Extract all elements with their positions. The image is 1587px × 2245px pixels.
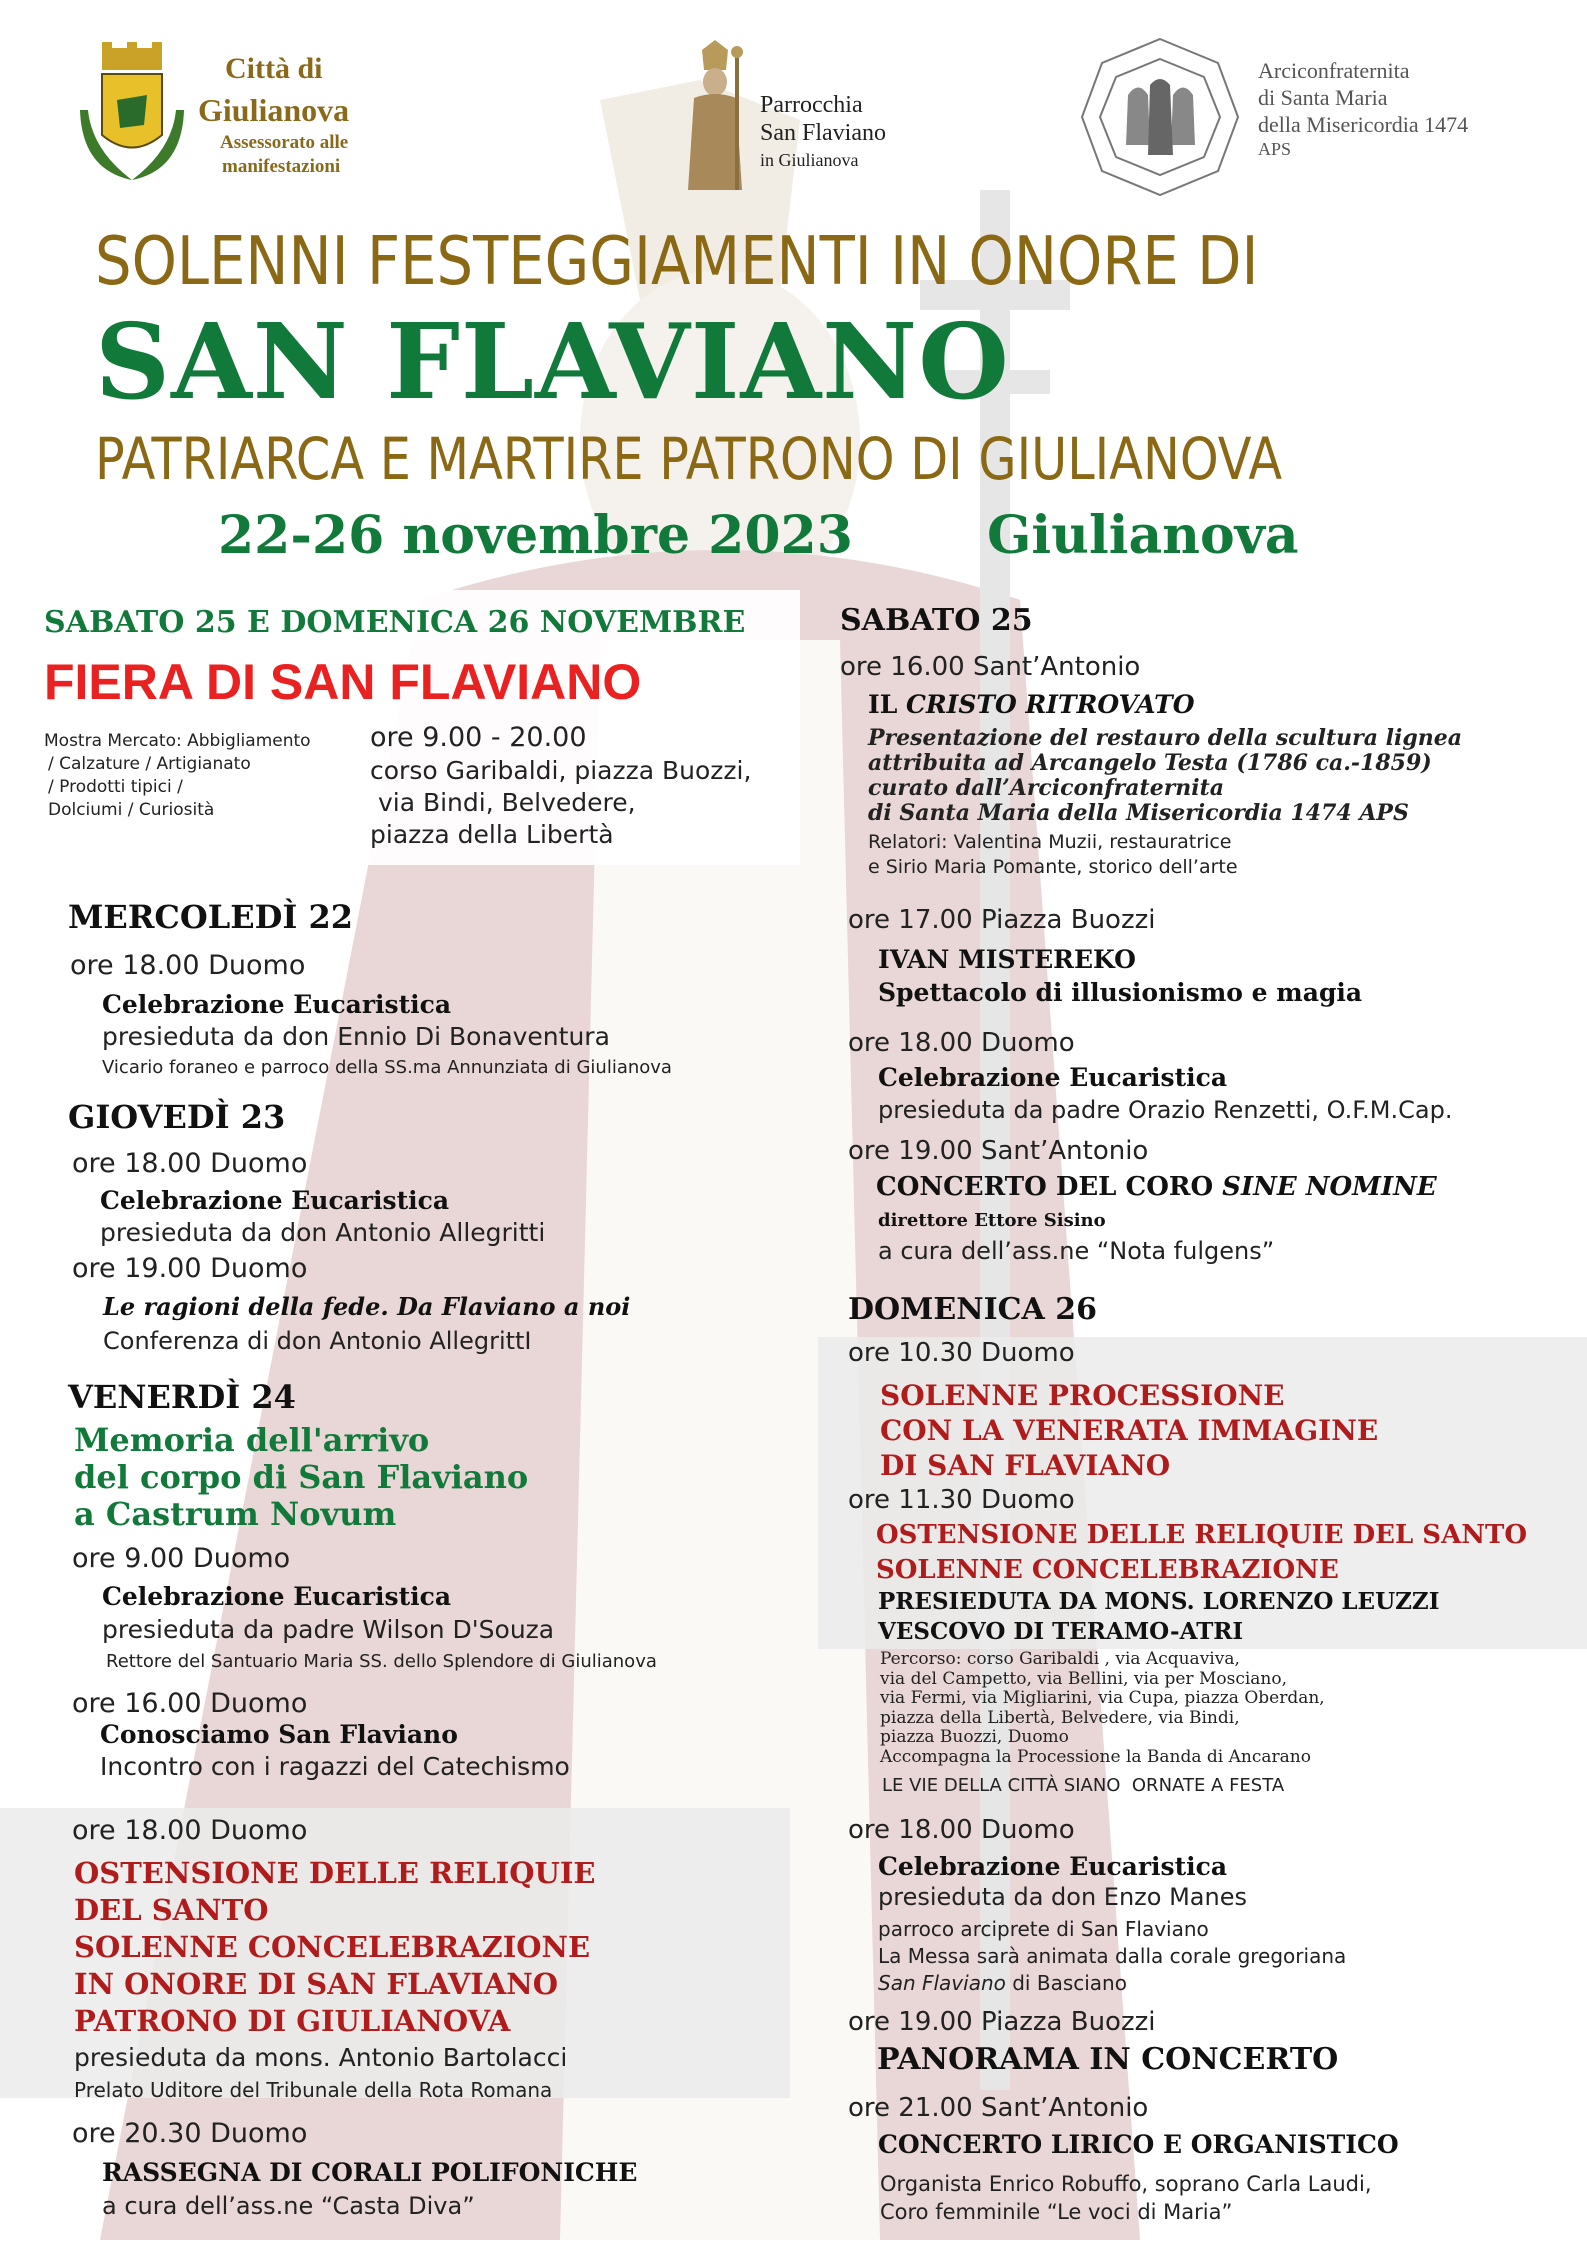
choir-name: San Flaviano: [878, 1971, 1006, 1995]
ostensione-line: IN ONORE DI SAN FLAVIANO: [74, 1967, 559, 2001]
festival-place: Giulianova: [987, 505, 1299, 566]
confraternity-line4: APS: [1258, 139, 1292, 159]
parish-line2: San Flaviano: [760, 120, 886, 146]
city-name-line2: Giulianova: [198, 92, 350, 128]
processione-line: SOLENNE PROCESSIONE: [880, 1379, 1285, 1412]
event-note: Rettore del Santuario Maria SS. dello Splendore di Giulianova: [106, 1651, 657, 1672]
event-time: ore 21.00 Sant’Antonio: [848, 2093, 1149, 2123]
restauro-line: Presentazione del restauro della scultura lignea: [868, 725, 1462, 751]
city-name-line1: Città di: [225, 52, 323, 85]
event-title: Celebrazione Eucaristica: [100, 1186, 450, 1215]
event-time: ore 18.00 Duomo: [848, 1028, 1075, 1058]
title-subtitle: PATRIARCA E MARTIRE PATRONO DI GIULIANOVA: [95, 425, 1283, 493]
parish-logo: [680, 40, 750, 195]
fiera-mostra-line: / Calzature / Artigianato: [48, 754, 251, 774]
memoria-line: a Castrum Novum: [74, 1495, 397, 1533]
event-desc: Incontro con i ragazzi del Catechismo: [100, 1752, 570, 1781]
event-title: Le ragioni della fede. Da Flaviano a noi: [103, 1292, 631, 1321]
percorso-line: Percorso: corso Garibaldi , via Acquaviva,: [880, 1649, 1240, 1669]
event-title-line: IVAN MISTEREKO: [878, 945, 1136, 974]
presider: [878, 1587, 1439, 1647]
confraternity-seal: [1078, 35, 1243, 200]
festival-dates: 22-26 novembre 2023: [218, 505, 853, 566]
percorso-line: piazza Buozzi, Duomo: [880, 1727, 1069, 1747]
event-time: ore 20.30 Duomo: [72, 2118, 308, 2149]
ostensione-domenica-title: [876, 1518, 1527, 1588]
event-desc: a cura dell’ass.ne “Casta Diva”: [102, 2192, 475, 2220]
fiera-heading: SABATO 25 E DOMENICA 26 NOVEMBRE: [44, 605, 746, 640]
event-desc: presieduta da padre Wilson D'Souza: [102, 1615, 555, 1644]
city-office-line2: manifestazioni: [222, 156, 341, 177]
event-desc: presieduta da don Ennio Di Bonaventura: [102, 1022, 610, 1051]
processione-line: CON LA VENERATA IMMAGINE: [880, 1414, 1379, 1447]
ostensione-line: DEL SANTO: [74, 1893, 269, 1927]
event-title-part: CONCERTO DEL CORO: [876, 1172, 1223, 1202]
ostensione-line: OSTENSIONE DELLE RELIQUIE DEL SANTO: [876, 1520, 1528, 1550]
event-title: RASSEGNA DI CORALI POLIFONICHE: [102, 2158, 638, 2187]
event-time: ore 16.00 Sant’Antonio: [840, 652, 1141, 682]
event-desc-line: Organista Enrico Robuffo, soprano Carla Laudi,: [880, 2172, 1372, 2196]
fiera-mostra-line: / Prodotti tipici /: [48, 777, 183, 797]
restauro-desc: [868, 726, 1462, 826]
event-time: ore 11.30 Duomo: [848, 1485, 1075, 1515]
fiera-hours: ore 9.00 - 20.00: [370, 722, 587, 753]
event-title: CONCERTO LIRICO E ORGANISTICO: [878, 2130, 1399, 2159]
choir-place: di Basciano: [1005, 1971, 1127, 1995]
event-title-line: Spettacolo di illusionismo e magia: [878, 978, 1363, 1007]
saint-statue-icon: [680, 40, 750, 195]
ostensione-line: PATRONO DI GIULIANOVA: [74, 2004, 511, 2038]
parish-line3: in Giulianova: [760, 150, 859, 170]
confraternity-line2: di Santa Maria: [1258, 85, 1388, 110]
relatori-line: Relatori: Valentina Muzii, restauratrice: [868, 831, 1232, 853]
event-time: ore 19.00 Duomo: [72, 1253, 308, 1284]
confraternity-line3: della Misericordia 1474: [1258, 112, 1469, 137]
processione-line: DI SAN FLAVIANO: [880, 1449, 1171, 1482]
event-desc: Conferenza di don Antonio AllegrittI: [103, 1327, 532, 1355]
processione-title: [880, 1378, 1378, 1483]
city-logo: [72, 40, 192, 190]
event-title: Conosciamo San Flaviano: [100, 1720, 458, 1749]
page-title: SAN FLAVIANO: [95, 300, 1010, 423]
event-time: ore 18.00 Duomo: [72, 1815, 308, 1846]
restauro-line: curato dall’Arciconfraternita: [868, 775, 1225, 801]
event-title: [878, 943, 1362, 1009]
parish-line1: Parrocchia: [760, 92, 863, 118]
event-time: ore 18.00 Duomo: [70, 950, 306, 981]
fiera-mostra-line: Dolciumi / Curiosità: [48, 800, 215, 820]
event-time: ore 9.00 Duomo: [72, 1543, 291, 1574]
event-desc: a cura dell’ass.ne “Nota fulgens”: [878, 1237, 1275, 1265]
event-title: [868, 690, 1195, 719]
memoria-line: del corpo di San Flaviano: [74, 1458, 529, 1496]
percorso-line: via del Campetto, via Bellini, via per Mosciano,: [880, 1668, 1288, 1689]
percorso: [880, 1650, 1325, 1767]
percorso-line: Accompagna la Processione la Banda di Ancarano: [880, 1746, 1311, 1767]
event-title: Celebrazione Eucaristica: [102, 1582, 452, 1611]
event-director: direttore Ettore Sisino: [878, 1210, 1106, 1231]
confraternity-seal-icon: [1078, 35, 1243, 200]
festa-note: LE VIE DELLA CITTÀ SIANO ORNATE A FESTA: [882, 1775, 1285, 1796]
fiera-places: [370, 755, 751, 851]
event-title: [876, 1172, 1437, 1202]
fiera-title: FIERA DI SAN FLAVIANO: [44, 654, 642, 710]
day-heading-giovedi: GIOVEDÌ 23: [68, 1098, 286, 1136]
event-note-line: [878, 1970, 1346, 1997]
ostensione-line: SOLENNE CONCELEBRAZIONE: [876, 1555, 1339, 1585]
event-note-line: La Messa sarà animata dalla corale gregoriana: [878, 1944, 1347, 1968]
restauro-line: attribuita ad Arcangelo Testa (1786 ca.-1859): [868, 750, 1432, 776]
day-heading-sabato: SABATO 25: [840, 603, 1033, 638]
event-title: Celebrazione Eucaristica: [878, 1063, 1228, 1092]
event-desc: presieduta da mons. Antonio Bartolacci: [74, 2043, 568, 2072]
event-title-part: SINE NOMINE: [1222, 1172, 1437, 1202]
event-note: Prelato Uditore del Tribunale della Rota Romana: [74, 2078, 553, 2102]
ostensione-title: [74, 1855, 596, 2040]
event-desc: presieduta da don Antonio Allegritti: [100, 1218, 546, 1247]
day-heading-venerdi: VENERDÌ 24: [68, 1378, 296, 1416]
event-title: Celebrazione Eucaristica: [102, 990, 452, 1019]
event-title: PANORAMA IN CONCERTO: [877, 2042, 1339, 2077]
coat-of-arms-icon: [72, 40, 192, 190]
presider-line: PRESIEDUTA DA MONS. LORENZO LEUZZI: [878, 1588, 1440, 1615]
event-desc-line: Coro femminile “Le voci di Maria”: [880, 2200, 1233, 2224]
memoria-block: [74, 1422, 528, 1533]
presider-line: VESCOVO DI TERAMO-ATRI: [878, 1618, 1244, 1645]
event-title-part: IL: [868, 690, 906, 719]
day-heading-domenica: DOMENICA 26: [848, 1292, 1098, 1327]
event-time: ore 18.00 Duomo: [848, 1815, 1075, 1845]
confraternity-line1: Arciconfraternita: [1258, 58, 1410, 83]
ostensione-line: OSTENSIONE DELLE RELIQUIE: [74, 1856, 596, 1890]
fiera-place-line: via Bindi, Belvedere,: [370, 788, 636, 817]
event-note: Vicario foraneo e parroco della SS.ma Annunziata di Giulianova: [102, 1057, 672, 1078]
fiera-place-line: corso Garibaldi, piazza Buozzi,: [370, 756, 752, 785]
event-desc: presieduta da don Enzo Manes: [878, 1883, 1247, 1911]
city-office-line1: Assessorato alle: [220, 132, 349, 153]
memoria-line: Memoria dell'arrivo: [74, 1421, 430, 1459]
event-time: ore 17.00 Piazza Buozzi: [848, 905, 1156, 935]
relatori: [868, 830, 1238, 880]
day-heading-mercoledi: MERCOLEDÌ 22: [68, 898, 354, 936]
percorso-line: piazza della Libertà, Belvedere, via Bindi,: [880, 1707, 1240, 1728]
fiera-place-line: piazza della Libertà: [370, 820, 614, 849]
event-title: Celebrazione Eucaristica: [878, 1852, 1228, 1881]
relatori-line: e Sirio Maria Pomante, storico dell’arte: [868, 856, 1238, 878]
event-time: ore 19.00 Piazza Buozzi: [848, 2007, 1156, 2037]
ostensione-line: SOLENNE CONCELEBRAZIONE: [74, 1930, 591, 1964]
restauro-line: di Santa Maria della Misericordia 1474 APS: [868, 800, 1409, 826]
event-title-part: CRISTO RITROVATO: [905, 690, 1195, 719]
event-note: [878, 1916, 1346, 1997]
fiera-mostra-line: Mostra Mercato: Abbigliamento: [44, 731, 311, 751]
fiera-mostra: [44, 730, 311, 822]
event-note-line: parroco arciprete di San Flaviano: [878, 1917, 1209, 1941]
title-line1: SOLENNI FESTEGGIAMENTI IN ONORE DI: [95, 222, 1259, 300]
event-time: ore 10.30 Duomo: [848, 1338, 1075, 1368]
event-time: ore 16.00 Duomo: [72, 1688, 308, 1719]
event-desc: presieduta da padre Orazio Renzetti, O.F.M.Cap.: [878, 1096, 1453, 1124]
percorso-line: via Fermi, via Migliarini, via Cupa, piazza Oberdan,: [880, 1688, 1325, 1708]
event-desc: [880, 2170, 1372, 2226]
event-time: ore 19.00 Sant’Antonio: [848, 1136, 1149, 1166]
event-time: ore 18.00 Duomo: [72, 1148, 308, 1179]
